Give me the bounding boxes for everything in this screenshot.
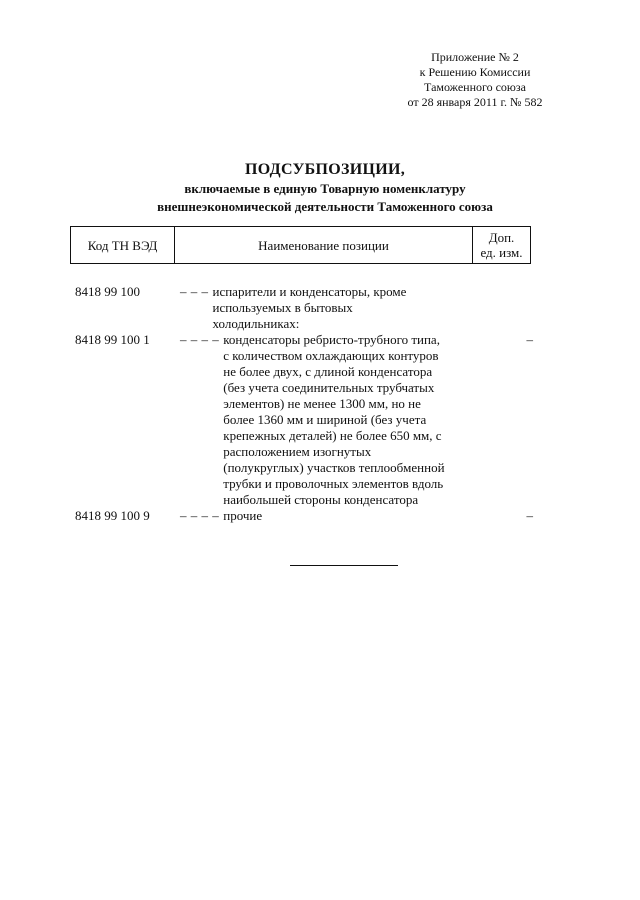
title-main: ПОДСУБПОЗИЦИИ,: [244, 161, 406, 178]
table-row: [75, 508, 535, 524]
row-code: 8418 99 100: [75, 284, 140, 299]
table-row: [75, 332, 535, 508]
row-dash: – – – –: [180, 332, 220, 347]
row-code: 8418 99 100 9: [75, 508, 150, 523]
table-body: [75, 284, 535, 524]
header-unit-line-2: ед. изм.: [480, 245, 523, 260]
title-subtitle-2: внешнеэкономической деятельности Таможенного союза: [157, 199, 493, 214]
header-code: Код ТН ВЭД: [71, 227, 175, 263]
annex-line-2: к Решению Комиссии: [419, 65, 531, 79]
table-row: [75, 284, 535, 332]
title-subtitle-1: включаемые в единую Товарную номенклатуру: [184, 181, 466, 196]
annex-line-1: Приложение № 2: [431, 50, 519, 64]
header-name: Наименование позиции: [175, 227, 473, 263]
row-text: испарители и конденсаторы, кроме используемых в бытовых холодильниках:: [212, 284, 407, 331]
header-unit: [473, 227, 530, 263]
row-dash: – – –: [180, 284, 209, 299]
annex-line-4: от 28 января 2011 г. № 582: [407, 95, 543, 109]
row-unit: –: [526, 332, 533, 347]
row-text: конденсаторы ребристо-трубного типа, с количеством охлаждающих контуров не более двух, с длиной конденсатора (без учета соединительных трубчатых элементов) не менее 1300 мм, но не более 1360 мм и шириной (без учета крепежных деталей) не более 650 мм, с расположением изогнутых (полукруглых) участков теплообменной трубки и проволочных элементов вдоль наибольшей стороны конденсатора: [223, 332, 445, 507]
row-text: прочие: [223, 508, 263, 523]
annex-reference: [380, 50, 570, 110]
table-header: [70, 226, 531, 264]
annex-line-3: Таможенного союза: [424, 80, 526, 94]
header-unit-line-1: Доп.: [488, 230, 515, 245]
document-title: [95, 160, 555, 216]
row-unit: –: [526, 508, 533, 523]
row-code: 8418 99 100 1: [75, 332, 150, 347]
row-dash: – – – –: [180, 508, 220, 523]
closing-divider: [290, 565, 398, 566]
